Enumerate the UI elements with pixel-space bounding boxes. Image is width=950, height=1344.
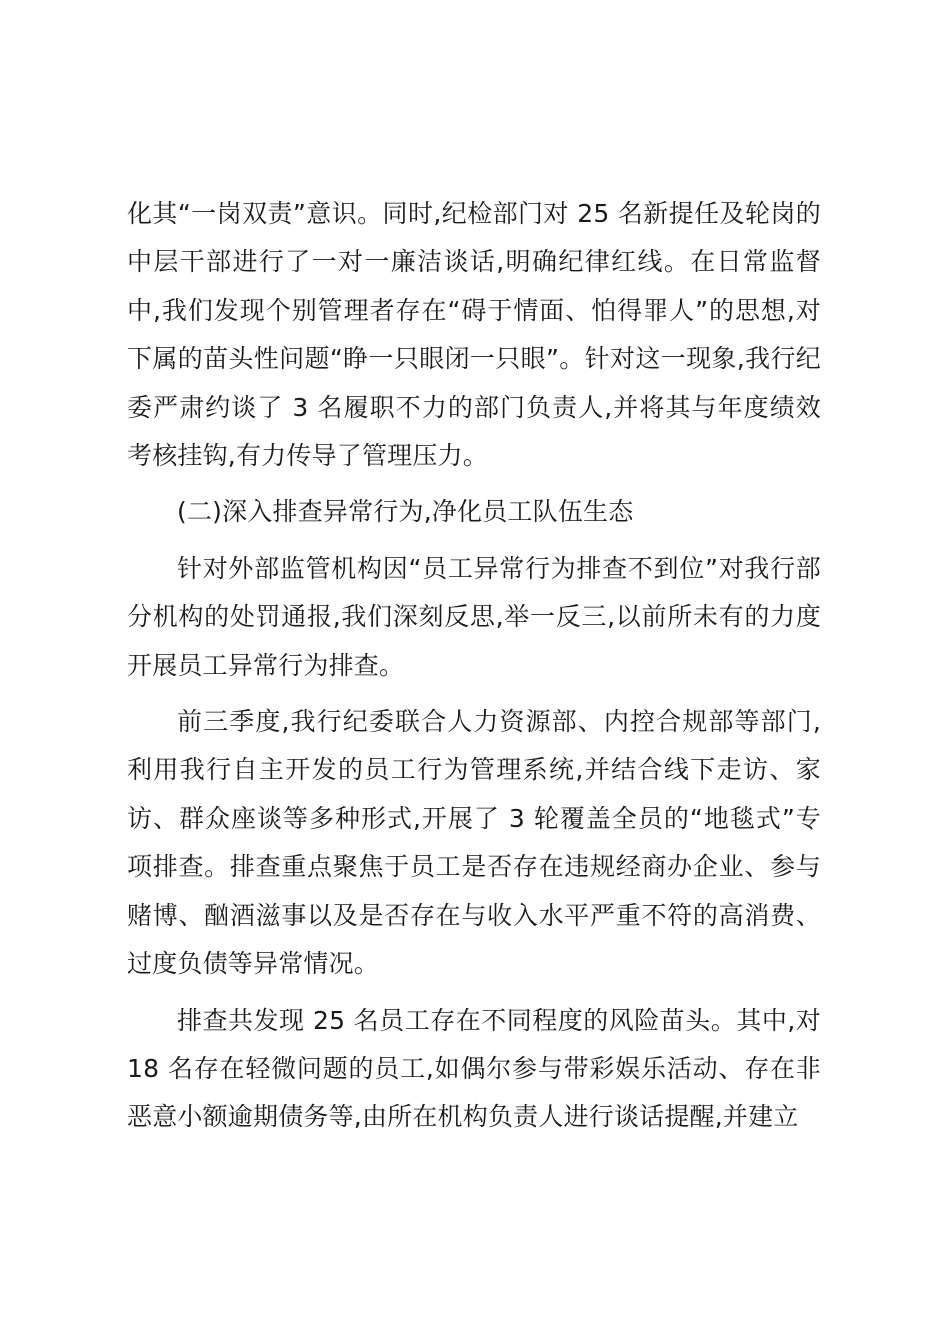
document-body bbox=[127, 190, 821, 1142]
paragraph: 前三季度,我行纪委联合人力资源部、内控合规部等部门,利用我行自主开发的员工行为管理系统,并结合线下走访、家访、群众座谈等多种形式,开展了 3 轮覆盖全员的“地毯式”专项排查。排查重点聚焦于员工是否存在违规经商办企业、参与赌博、酗酒滋事以及是否存在与收入水平严重不符的高消费、过度负债等异常情况。 bbox=[127, 707, 821, 979]
section-heading: (二)深入排查异常行为,净化员工队伍生态 bbox=[177, 497, 634, 527]
paragraph-continued: 化其“一岗双责”意识。同时,纪检部门对 25 名新提任及轮岗的中层干部进行了一对一廉洁谈话,明确纪律红线。在日常监督中,我们发现个别管理者存在“碍于情面、怕得罪人”的思想,对下属的苗头性问题“睁一只眼闭一只眼”。针对这一现象,我行纪委严肃约谈了 3 名履职不力的部门负责人,并将其与年度绩效考核挂钩,有力传导了管理压力。 bbox=[127, 199, 821, 471]
paragraph: 针对外部监管机构因“员工异常行为排查不到位”对我行部分机构的处罚通报,我们深刻反思,举一反三,以前所未有的力度开展员工异常行为排查。 bbox=[127, 553, 821, 680]
paragraph: 排查共发现 25 名员工存在不同程度的风险苗头。其中,对 18 名存在轻微问题的员工,如偶尔参与带彩娱乐活动、存在非恶意小额逾期债务等,由所在机构负责人进行谈话提醒,并建立 bbox=[127, 1005, 821, 1132]
